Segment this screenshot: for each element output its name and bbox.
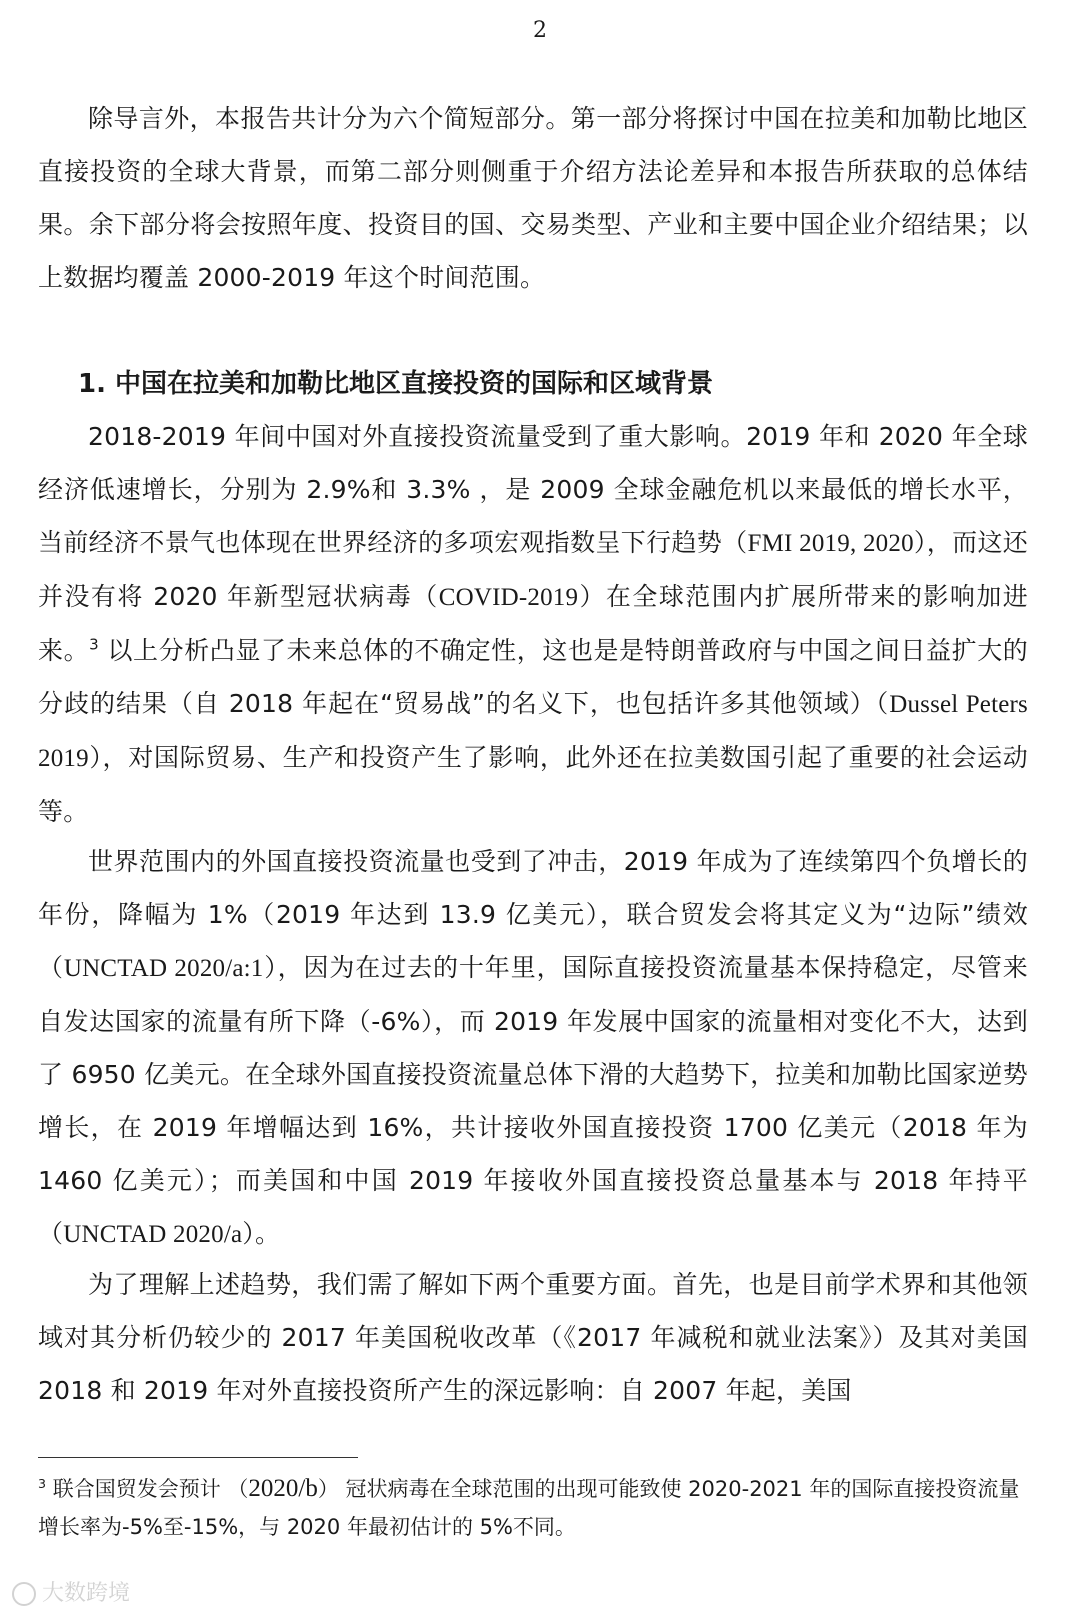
watermark-logo-icon [12,1582,36,1606]
citation: Dussel Peters 2019 [38,691,1028,772]
watermark: 大数跨境 [12,1576,130,1607]
citation: UNCTAD 2020/a [63,1221,243,1248]
citation: FMI 2019, 2020 [747,530,914,557]
paragraph-3: 为了理解上述趋势，我们需了解如下两个重要方面。首先，也是目前学术界和其他领域对其分析仍较少的 2017 年美国税收改革（《2017 年减税和就业法案》）及其对美国 2018 和 2019 年对外直接投资所产生的深远影响：自 2007 年起，美国 [38,1270,1028,1405]
paragraph-2: 世界范围内的外国直接投资流量也受到了冲击，2019 年成为了连续第四个负增长的年份，降幅为 1%（2019 年达到 13.9 亿美元），联合贸发会将其定义为“边际”绩效（UNCTAD 2020/a:1），因为在过去的十年里，国际直接投资流量基本保持稳定，尽管来自发达国家的流量有所下降（-6%），而 2019 年发展中国家的流量相对变化不大，达到了 6950 亿美元。在全球外国直接投资流量总体下滑的大趋势下，拉美和加勒比国家逆势增长，在 2019 年增幅达到 16%，共计接收外国直接投资 1700 亿美元（2018 年为 1460 亿美元）；而美国和中国 2019 年接收外国直接投资总量基本与 2018 年持平（UNCTAD 2020/a）。 [38,847,1028,1248]
citation: COVID-2019 [438,584,579,611]
citation: 2020/b [248,1475,318,1502]
page-number: 2 [533,18,547,43]
intro-paragraph: 除导言外，本报告共计分为六个简短部分。第一部分将探讨中国在拉美和加勒比地区直接投资的全球大背景，而第二部分则侧重于介绍方法论差异和本报告所获取的总体结果。余下部分将会按照年度、投资目的国、交易类型、产业和主要中国企业介绍结果；以上数据均覆盖 2000-2019 年这个时间范围。 [38,104,1028,292]
footnote-marker[interactable]: 3 [89,635,99,654]
section-heading: 1. 中国在拉美和加勒比地区直接投资的国际和区域背景 [78,369,714,399]
footnote-number: 3 [38,1476,47,1491]
footnote-divider [38,1457,358,1458]
paragraph-1: 2018-2019 年间中国对外直接投资流量受到了重大影响。2019 年和 2020 年全球经济低速增长，分别为 2.9%和 3.3% ，是 2009 全球金融危机以来最低的增长水平， 当前经济不景气也体现在世界经济的多项宏观指数呈下行趋势（FMI 2019, 2020），而这还并没有将 2020 年新型冠状病毒（COVID-2019）在全球范围内扩展所带来的影响加进来。$^3$ 以上分析凸显了未来总体的不确定性，这也是是特朗普政府与中国之间日益扩大的分歧的结果（自 2018 年起在“贸易战”的名义下，也包括许多其他领域）（Dussel Peters 2019），对国际贸易、生产和投资产生了影响，此外还在拉美数国引起了重要的社会运动等。 [38,422,1028,826]
citation: UNCTAD 2020/a:1 [63,955,264,982]
footnote: $^3$ 联合国贸发会预计 （2020/b） 冠状病毒在全球范围的出现可能致使 2020-2021 年的国际直接投资流量增长率为-5%至-15%，与 2020 年最初估计的 5%不同。 [38,1475,1020,1539]
